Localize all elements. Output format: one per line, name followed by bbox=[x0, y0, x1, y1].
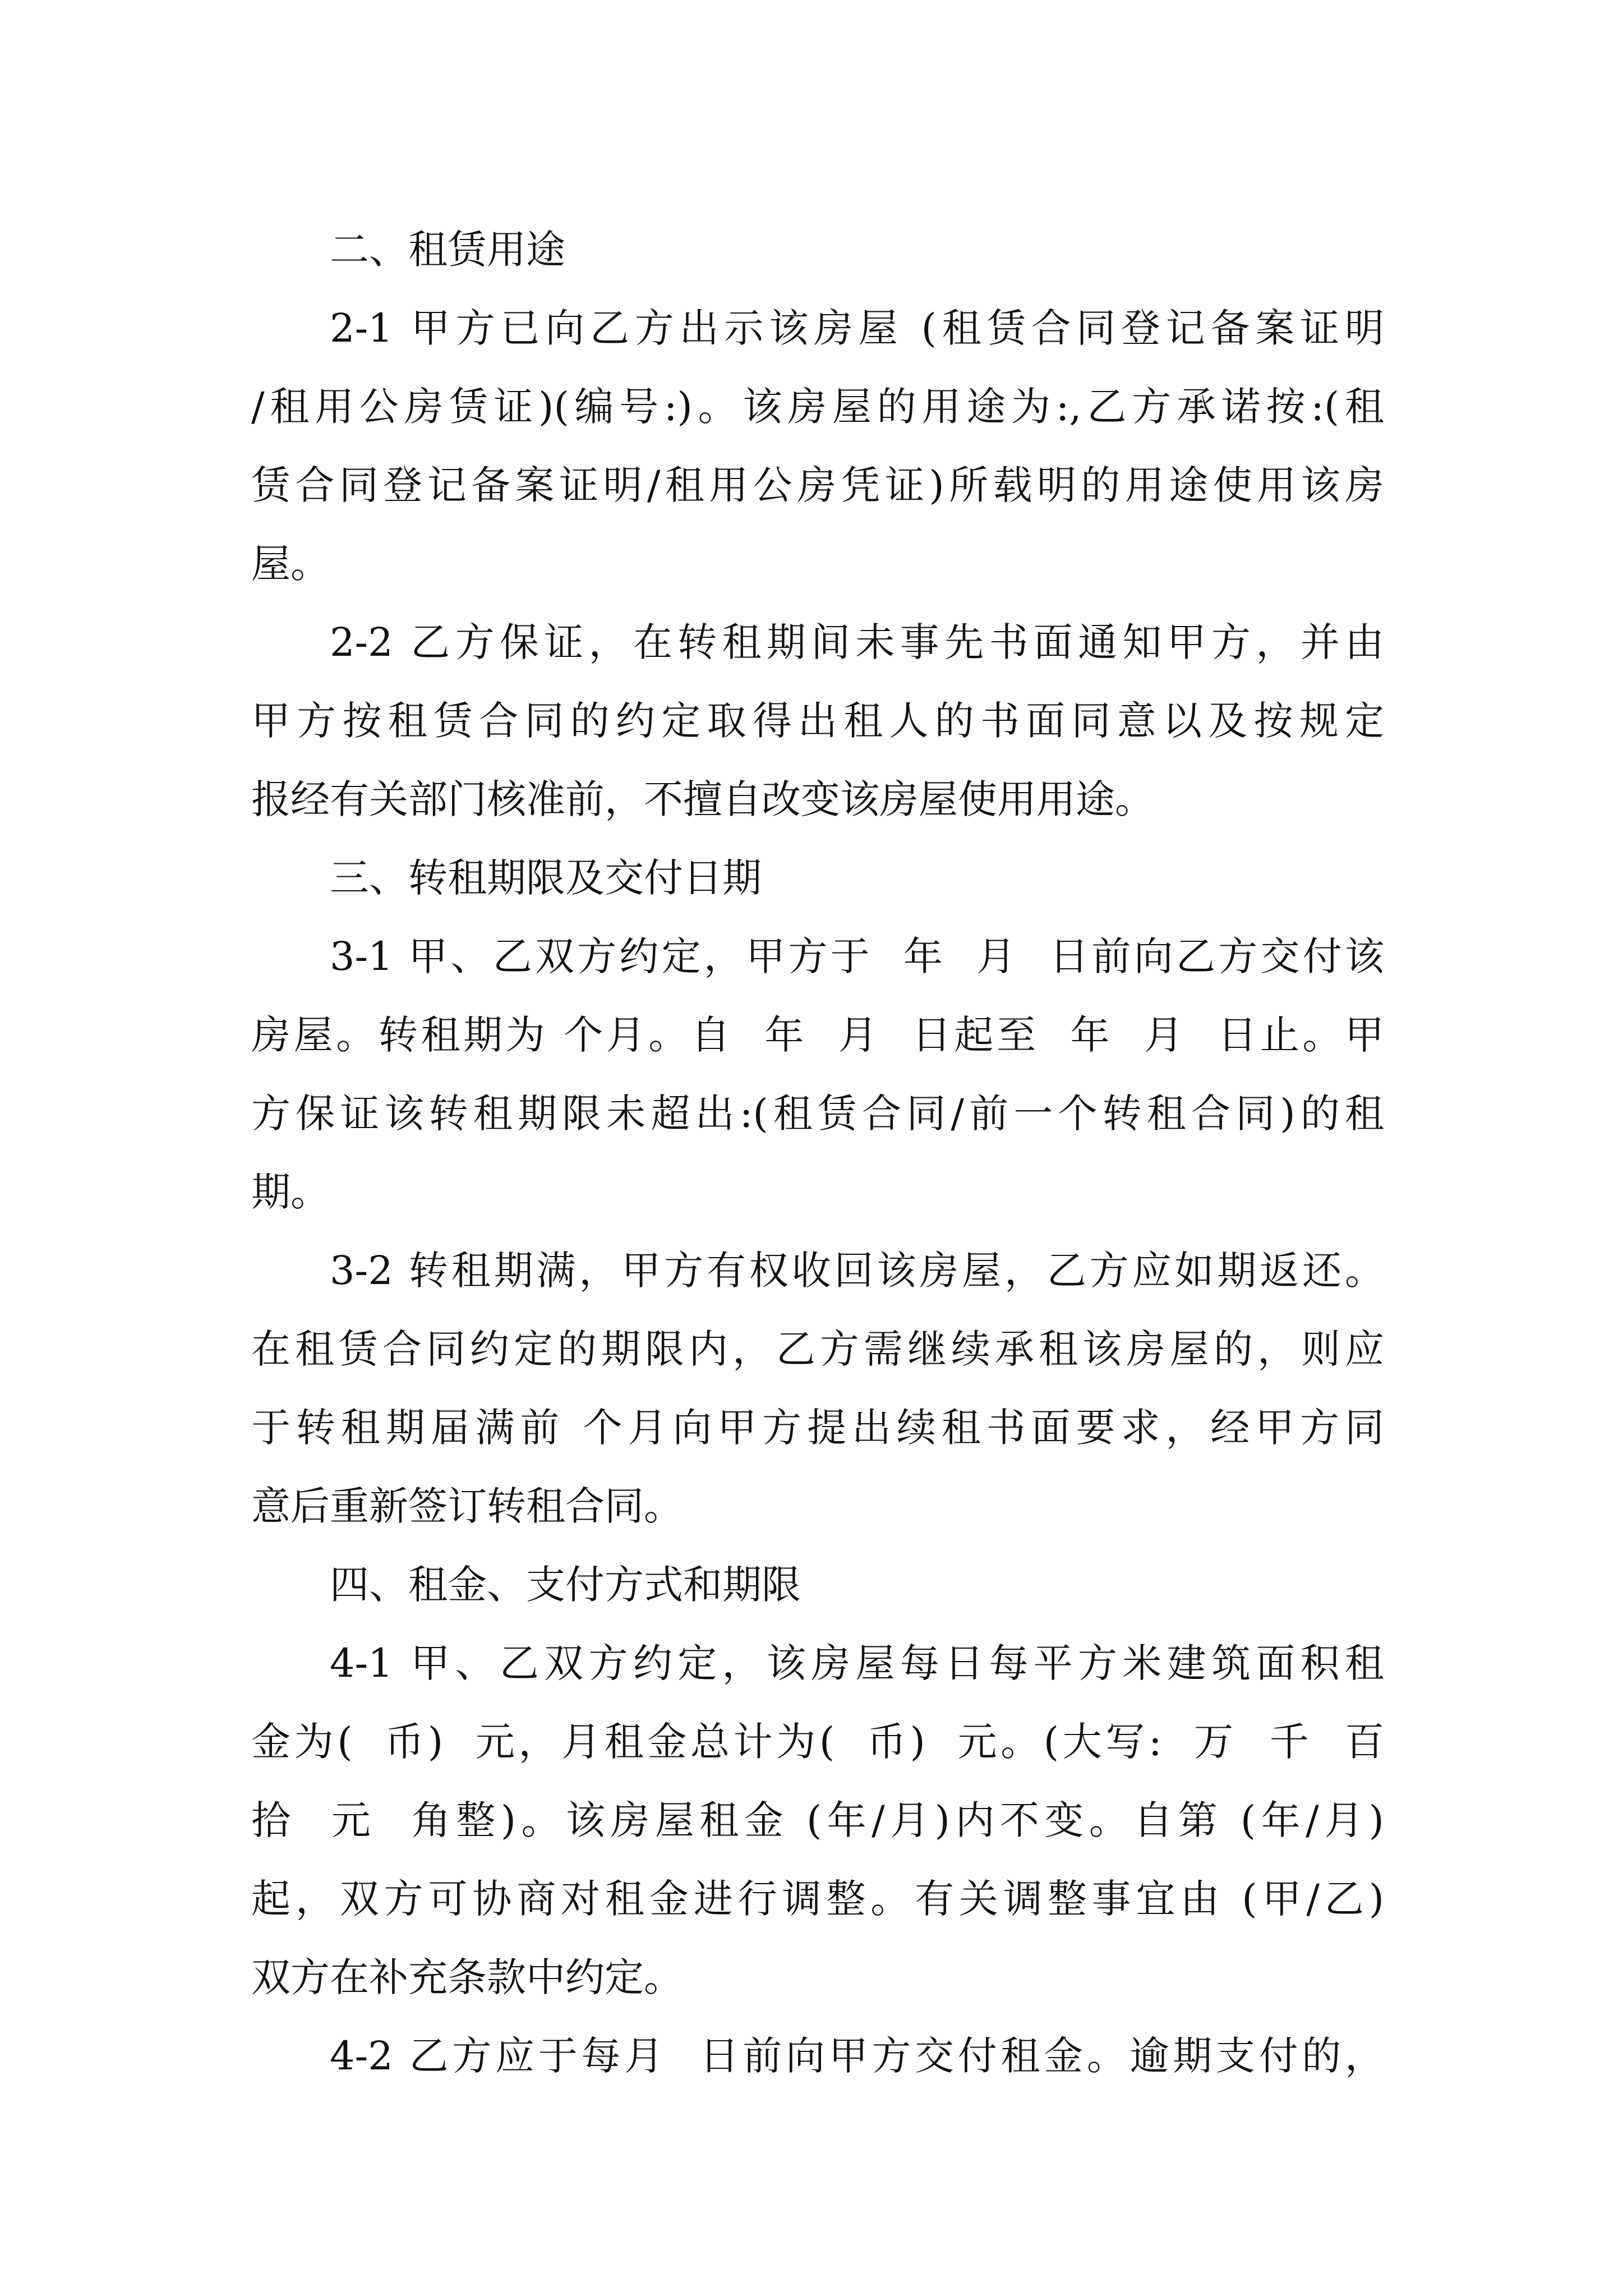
document-body bbox=[251, 210, 1384, 2095]
clause-4-1-line: 双方在补充条款中约定。 bbox=[251, 1954, 683, 2000]
clause-3-1-line: 期。 bbox=[251, 1169, 330, 1215]
clause-2-2-line: 甲方按租赁合同的约定取得出租人的书面同意以及按规定 bbox=[251, 698, 1384, 744]
clause-3-2-line: 意后重新签订转租合同。 bbox=[251, 1483, 683, 1529]
section-heading-rental-use: 二、租赁用途 bbox=[330, 227, 565, 273]
section-heading-rent-and-payment: 四、租金、支付方式和期限 bbox=[330, 1562, 801, 1608]
clause-3-1-line: 3-1 甲、乙双方约定，甲方于 年 月 日前向乙方交付该 bbox=[330, 933, 1384, 979]
clause-3-2-line: 在租赁合同约定的期限内，乙方需继续承租该房屋的，则应 bbox=[251, 1326, 1384, 1372]
section-heading-term-and-delivery: 三、转租期限及交付日期 bbox=[330, 855, 762, 901]
clause-3-2-line: 于转租期届满前 个月向甲方提出续租书面要求，经甲方同 bbox=[251, 1405, 1384, 1451]
clause-3-2-line: 3-2 转租期满，甲方有权收回该房屋，乙方应如期返还。 bbox=[330, 1248, 1384, 1294]
clause-3-1-line: 方保证该转租期限未超出:(租赁合同/前一个转租合同)的租 bbox=[251, 1091, 1384, 1137]
clause-3-1-line: 房屋。转租期为 个月。自 年 月 日起至 年 月 日止。甲 bbox=[251, 1012, 1384, 1058]
clause-4-1-line: 4-1 甲、乙双方约定，该房屋每日每平方米建筑面积租 bbox=[330, 1640, 1384, 1686]
clause-2-2-line: 2-2 乙方保证，在转租期间未事先书面通知甲方，并由 bbox=[330, 619, 1384, 665]
clause-2-2-line: 报经有关部门核准前，不擅自改变该房屋使用用途。 bbox=[251, 776, 1154, 822]
clause-4-2-line: 4-2 乙方应于每月 日前向甲方交付租金。逾期支付的， bbox=[330, 2033, 1384, 2079]
clause-4-1-line: 拾 元 角整)。该房屋租金 (年/月)内不变。自第 (年/月) bbox=[251, 1797, 1384, 1843]
clause-2-1-line: /租用公房赁证)(编号:)。该房屋的用途为:,乙方承诺按:(租 bbox=[251, 384, 1384, 430]
clause-4-1-line: 起，双方可协商对租金进行调整。有关调整事宜由 (甲/乙) bbox=[251, 1876, 1384, 1922]
clause-2-1-line: 屋。 bbox=[251, 541, 330, 587]
clause-2-1-line: 赁合同登记备案证明/租用公房凭证)所载明的用途使用该房 bbox=[251, 462, 1384, 508]
clause-4-1-line: 金为( 币) 元，月租金总计为( 币) 元。(大写: 万 千 百 bbox=[251, 1719, 1384, 1765]
clause-2-1-line: 2-1 甲方已向乙方出示该房屋 (租赁合同登记备案证明 bbox=[330, 305, 1384, 351]
